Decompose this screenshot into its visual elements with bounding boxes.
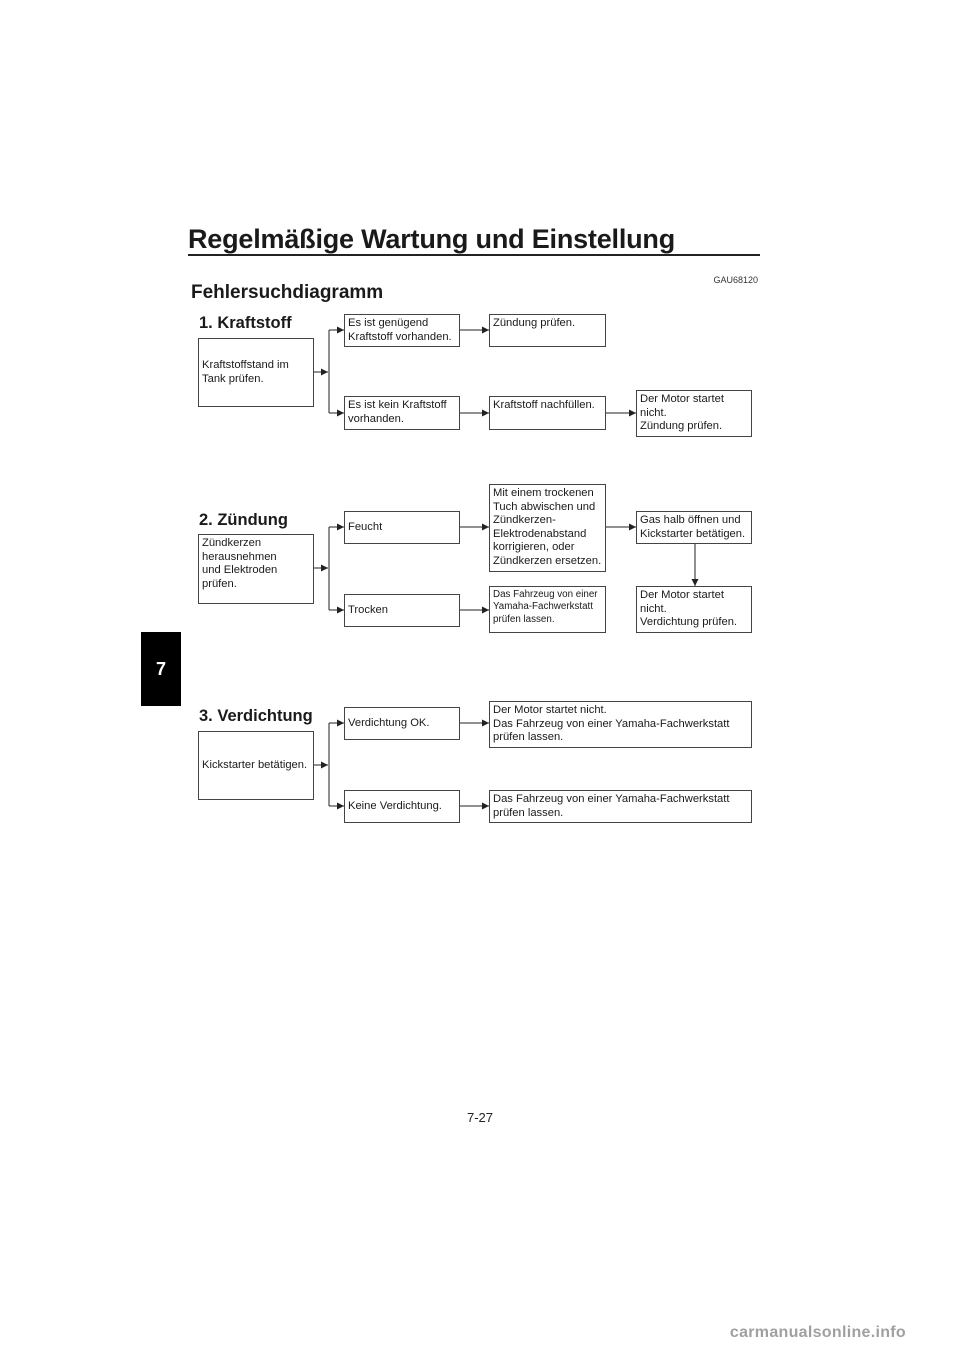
- ignition-final-check-compression: Der Motor startet nicht. Verdichtung prüfen.: [636, 586, 752, 633]
- fuel-start-box: Kraftstoffstand im Tank prüfen.: [198, 338, 314, 407]
- compression-start-box: Kickstarter betätigen.: [198, 731, 314, 800]
- compression-branch-none: Keine Verdichtung.: [344, 790, 460, 823]
- page-number: 7-27: [466, 1110, 494, 1125]
- fuel-result-refill: Kraftstoff nachfüllen.: [489, 396, 606, 430]
- ignition-start-box: Zündkerzen herausnehmen und Elektroden prüfen.: [198, 534, 314, 604]
- ignition-heading: 2. Zündung: [199, 511, 288, 529]
- ignition-result-clean-plug: Mit einem trockenen Tuch abwischen und Zündkerzen- Elektrodenabstand korrigieren, oder Zündkerzen ersetzen.: [489, 484, 606, 572]
- ignition-result-workshop: Das Fahrzeug von einer Yamaha-Fachwerkstatt prüfen lassen.: [489, 586, 606, 633]
- ignition-branch-dry: Trocken: [344, 594, 460, 627]
- watermark: carmanualsonline.info: [729, 1324, 906, 1341]
- section-title: Fehlersuchdiagramm: [191, 282, 384, 303]
- compression-heading: 3. Verdichtung: [199, 707, 313, 725]
- compression-branch-ok: Verdichtung OK.: [344, 707, 460, 740]
- page-title: Regelmäßige Wartung und Einstellung: [188, 224, 676, 254]
- fuel-branch-empty: Es ist kein Kraftstoff vorhanden.: [344, 396, 460, 430]
- ignition-branch-wet: Feucht: [344, 511, 460, 544]
- fuel-final-box: Der Motor startet nicht. Zündung prüfen.: [636, 390, 752, 437]
- compression-result-none: Das Fahrzeug von einer Yamaha-Fachwerkstatt prüfen lassen.: [489, 790, 752, 823]
- fuel-branch-sufficient: Es ist genügend Kraftstoff vorhanden.: [344, 314, 460, 347]
- fuel-result-check-ignition: Zündung prüfen.: [489, 314, 606, 347]
- ignition-final-kickstart: Gas halb öffnen und Kickstarter betätigen.: [636, 511, 752, 544]
- section-code: GAU68120: [713, 275, 758, 285]
- fuel-heading: 1. Kraftstoff: [199, 314, 292, 332]
- chapter-tab: 7: [141, 632, 181, 706]
- compression-result-ok: Der Motor startet nicht. Das Fahrzeug von einer Yamaha-Fachwerkstatt prüfen lassen.: [489, 701, 752, 748]
